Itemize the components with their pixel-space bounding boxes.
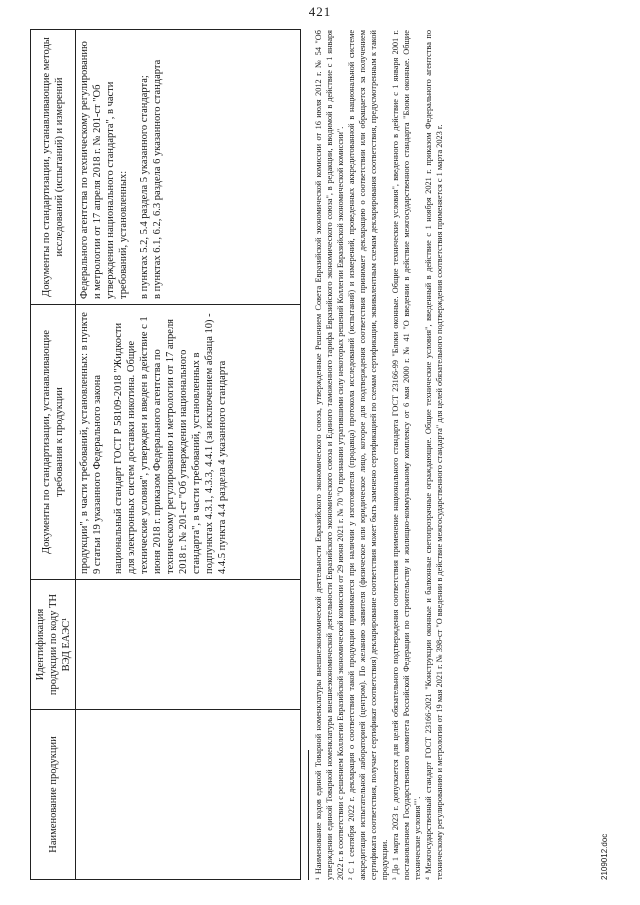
cell-product-name [76, 710, 301, 880]
header-tn-ved-code: Идентификация продукции по коду ТН ВЭД ЕАЭС¹ [31, 580, 76, 710]
header-method-docs: Документы по стандартизации, устанавливающие методы исследований (испытаний) и измерений [31, 30, 76, 305]
footnotes [308, 30, 445, 880]
table-header-row [31, 30, 76, 880]
cell-requirement-docs [76, 305, 301, 580]
footnote: ² С 1 сентября 2022 г. декларация о соответствии такой продукции принимается при наличии у изготовителя (продавца) протокола исследований (испытаний) и измерений, проведенных аккредитованной в национальной системе аккредитации испытательной лабораторией (центром). По желанию заявителя (физическое или юридическое лицо, которое для подтверждения соответствия принимает декларацию о соответствии или обращается за получением сертификата соответствия, получает сертификат соответствия) декларирование соответствия может быть заменено сертификацией по схемам сертификации, эквивалентным схемам декларирования соответствия, предусмотренным к такой продукции. [347, 30, 389, 880]
footnote: ¹ Наименование кодов единой Товарной номенклатуры внешнеэкономической деятельности Евразийского экономического союза, утвержденные Решением Совета Евразийской экономической комиссии от 16 июля 2012 г. № 54 "Об утверждении единой Товарной номенклатуры внешнеэкономической деятельности Евразийского экономического союза и Единого таможенного тарифа Евразийского экономического союза", в редакции, вводимой в действие с 1 января 2022 г. в соответствии с решением Коллегии Евразийской экономической комиссии от 29 июня 2021 г. № 70 "О признании утратившими силу некоторых решений Коллегии Евразийской экономической комиссии". [314, 30, 345, 880]
table-row [76, 30, 301, 880]
header-requirement-docs: Документы по стандартизации, устанавливающие требования к продукции [31, 305, 76, 580]
method-text: в пунктах 5.2, 5.4 раздела 5 указанного стандарта; [139, 75, 150, 299]
method-text: Федерального агентства по техническому регулированию и метрологии от 17 апреля 2018 г. № 201-ст "Об утверждении национального стандарта", в части требований, установленных: [79, 41, 129, 299]
footnote: ⁴ Межгосударственный стандарт ГОСТ 23166-2021 "Конструкции оконные и балконные светопрозрачные ограждающие. Общие технические условия", введенный в действие с 1 ноября 2021 г. приказом Федерального агентства по техническому регулированию и метрологии от 19 мая 2021 г. № 398-ст "О введении в действие межгосударственного стандарта" для целей обязательного подтверждения соответствия применяется с 1 марта 2023 г. [424, 30, 444, 880]
footnote-divider [308, 750, 309, 880]
footnote: ³ До 1 марта 2023 г. допускается для целей обязательного подтверждения соответствия применение национального стандарта ГОСТ 23166-99 "Блоки оконные. Общие технические условия", введенного в действие с 1 января 2001 г. постановлением Государственного комитета Российской Федерации по строительству и жилищно-коммунальному комплексу от 6 мая 2000 г. № 41 "О введении в действие межгосударственного стандарта "Блоки оконные. Общие технические условия"". [391, 30, 422, 880]
standards-table [30, 29, 301, 880]
method-text: в пунктах 6.1, 6.2, 6.3 раздела 6 указанного стандарта [152, 59, 163, 299]
document-id: 2109012.doc [600, 833, 609, 880]
requirement-text: продукции", в части требований, установленных: в пункте 9 статьи 19 указанного Федерального закона [79, 312, 103, 574]
requirement-text: национальный стандарт ГОСТ Р 58109-2018 "Жидкости для электронных систем доставки никотина. Общие технические условия", утвержден и введен в действие с 1 июня 2018 г. приказом Федерального агентства по техническому регулированию и метрологии от 17 апреля 2018 г. № 201-ст "Об утверждении национального стандарта", в части требований, установленных в подпунктах 4.3.1, 4.3.3, 4.4.1 (за исключением абзаца 10) - 4.4.5 пункта 4.4 раздела 4 указанного стандарта [113, 313, 228, 574]
rotated-page-content [30, 30, 620, 880]
cell-tn-ved-code [76, 580, 301, 710]
cell-method-docs [76, 30, 301, 305]
header-product-name: Наименование продукции [31, 710, 76, 880]
page-number: 421 [308, 4, 332, 19]
